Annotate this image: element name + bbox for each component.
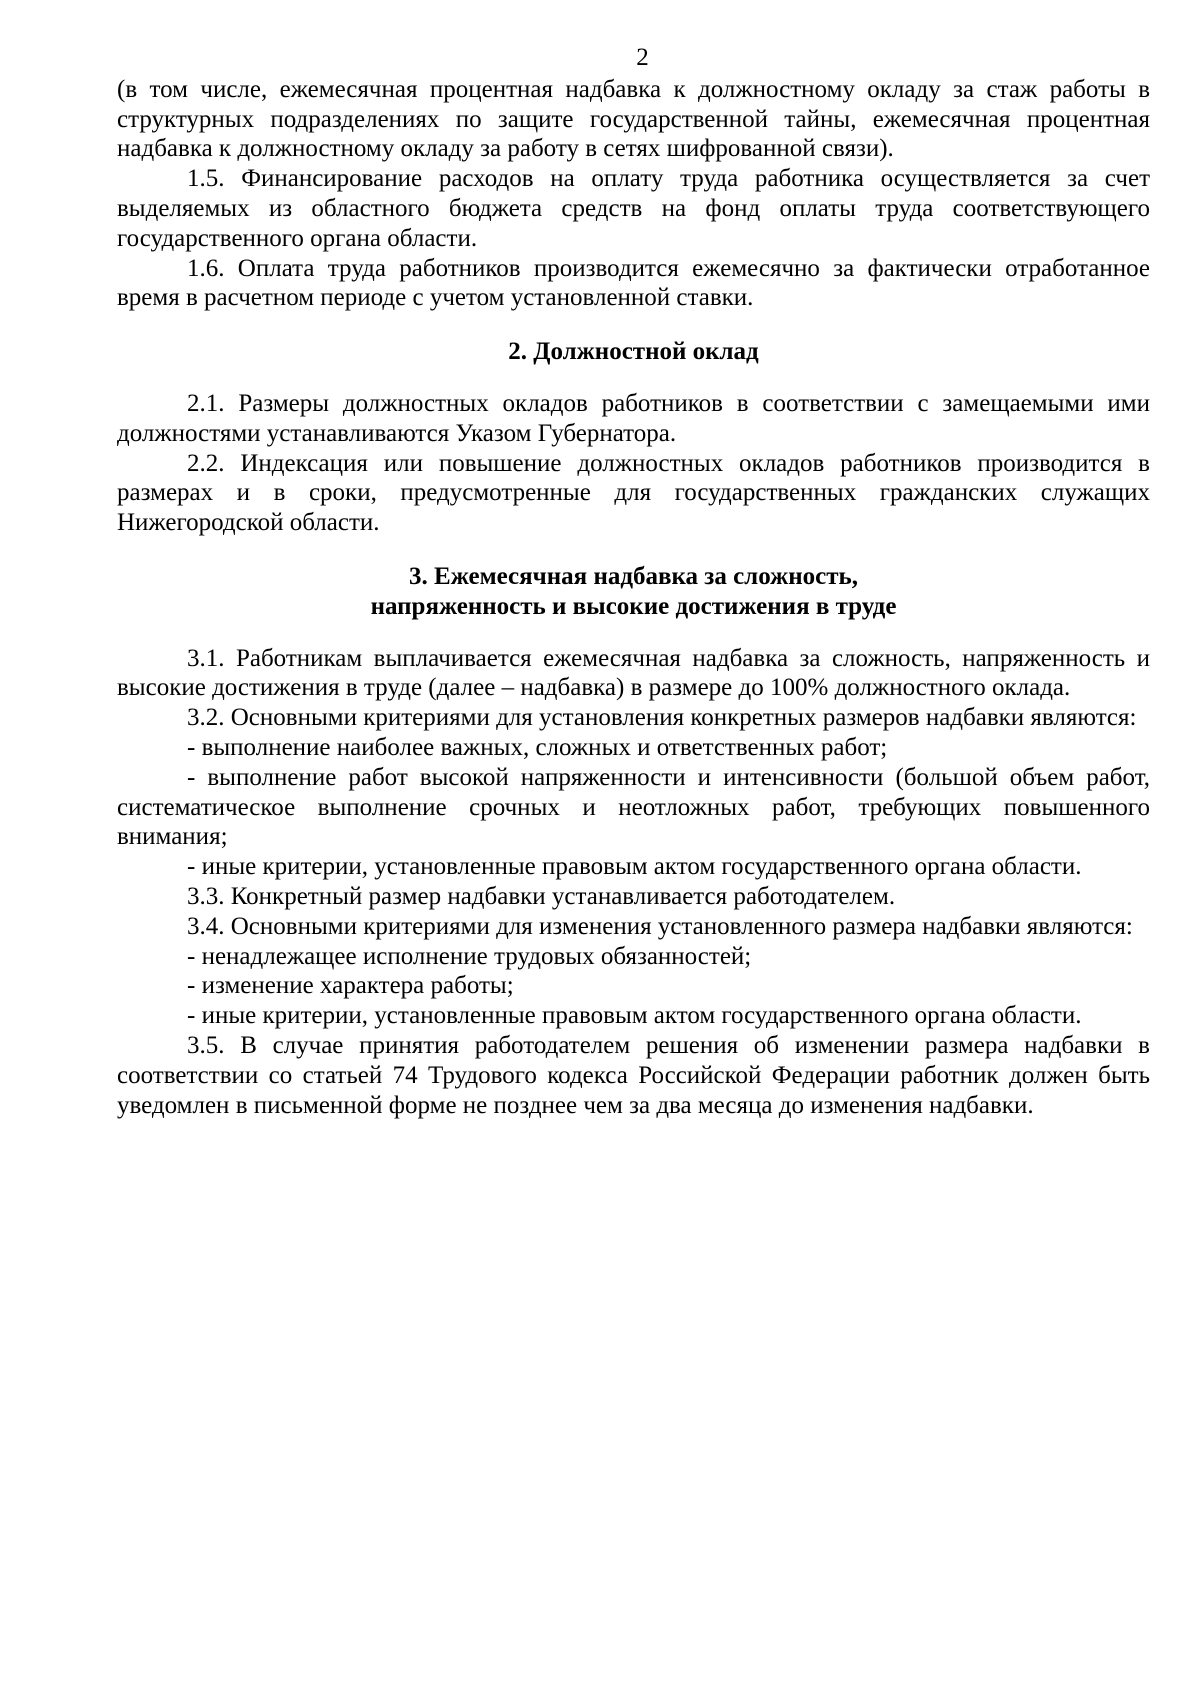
paragraph-2-2: 2.2. Индексация или повышение должностных окладов работников производится в размерах и в сроки, предусмотренные для государственных гражданских служащих Нижегородской области. (117, 449, 1150, 537)
paragraph-3-2: 3.2. Основными критериями для установления конкретных размеров надбавки являются: (187, 704, 1137, 732)
page-number: 2 (636, 44, 649, 71)
paragraph-3-3: 3.3. Конкретный размер надбавки устанавливается работодателем. (187, 882, 896, 910)
paragraph-1-6: 1.6. Оплата труда работников производится ежемесячно за фактически отработанное время в расчетном периоде с учетом установленной ставки. (117, 254, 1150, 312)
paragraph-3-1: 3.1. Работникам выплачивается ежемесячная надбавка за сложность, напряженность и высокие достижения в труде (далее – надбавка) в размере до 100% должностного оклада. (117, 644, 1150, 702)
paragraph-2-1: 2.1. Размеры должностных окладов работников в соответствии с замещаемыми ими должностями устанавливаются Указом Губернатора. (117, 389, 1150, 447)
paragraph-3-5: 3.5. В случае принятия работодателем решения об изменении размера надбавки в соответствии со статьей 74 Трудового кодекса Российской Федерации работник должен быть уведомлен в письменной форме не позднее чем за два месяца до изменения надбавки. (117, 1031, 1150, 1119)
list-item-3-2-3: - иные критерии, установленные правовым актом государственного органа области. (187, 853, 1082, 881)
paragraph-1-5: 1.5. Финансирование расходов на оплату труда работника осуществляется за счет выделяемых из областного бюджета средств на фонд оплаты труда соответствующего государственного органа области. (117, 165, 1150, 252)
list-item-3-4-2: - изменение характера работы; (187, 972, 514, 1000)
list-item-3-2-2: - выполнение работ высокой напряженности и интенсивности (большой объем работ, систематическое выполнение срочных и неотложных работ, требующих повышенного внимания; (117, 763, 1150, 851)
paragraph-3-4: 3.4. Основными критериями для изменения установленного размера надбавки являются: (187, 912, 1133, 940)
list-item-3-2-1: - выполнение наиболее важных, сложных и ответственных работ; (187, 733, 888, 761)
section-3-heading-line-1: 3. Ежемесячная надбавка за сложность, (409, 562, 858, 590)
section-2-heading: 2. Должностной оклад (508, 338, 759, 366)
intro-paragraph: (в том числе, ежемесячная процентная надбавка к должностному окладу за стаж работы в структурных подразделениях по защите государственной тайны, ежемесячная процентная надбавка к должностному окладу за работу в сетях шифрованной связи). (117, 75, 1150, 163)
list-item-3-4-1: - ненадлежащее исполнение трудовых обязанностей; (187, 942, 752, 970)
list-item-3-4-3: - иные критерии, установленные правовым актом государственного органа области. (187, 1002, 1082, 1030)
section-3-heading (117, 562, 1150, 622)
section-3-heading-line-2: напряженность и высокие достижения в труде (370, 592, 897, 620)
